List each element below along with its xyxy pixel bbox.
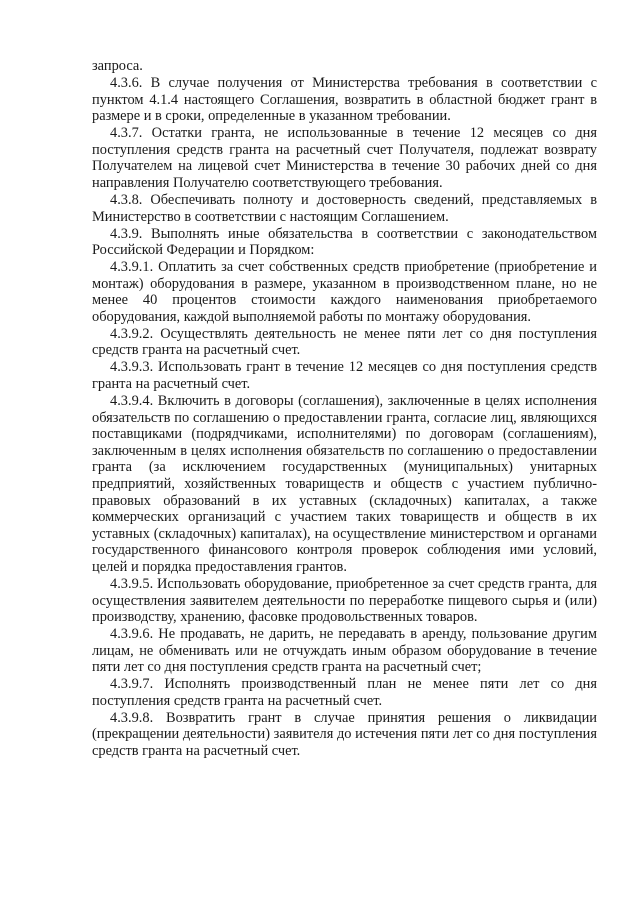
paragraph-4-3-9-5: 4.3.9.5. Использовать оборудование, приобретенное за счет средств гранта, для осуществления заявителем деятельности по переработке пищевого сырья и (или) производству, хранению, фасовке продовольственных товаров. [92,575,597,626]
paragraph-4-3-7: 4.3.7. Остатки гранта, не использованные в течение 12 месяцев со дня поступления средств гранта на расчетный счет Получателя, подлежат возврату Получателем на лицевой счет Министерства в течение 30 рабочих дней со дня направления Получателю соответствующего требования. [92,125,597,191]
paragraph-4-3-9-3: 4.3.9.3. Использовать грант в течение 12 месяцев со дня поступления средств гранта на расчетный счет. [92,359,597,393]
paragraph-4-3-9-6: 4.3.9.6. Не продавать, не дарить, не передавать в аренду, пользование другим лицам, не обменивать или не отчуждать иным образом оборудование в течение пяти лет со дня поступления средств гранта на расчетный счет; [92,626,597,676]
paragraph-4-3-9: 4.3.9. Выполнять иные обязательства в соответствии с законодательством Российской Федерации и Порядком: [92,225,597,259]
document-page [92,58,597,760]
paragraph-4-3-9-2: 4.3.9.2. Осуществлять деятельность не менее пяти лет со дня поступления средств гранта на расчетный счет. [92,325,597,359]
paragraph-continuation: запроса. [92,58,143,74]
paragraph-4-3-9-8: 4.3.9.8. Возвратить грант в случае принятия решения о ликвидации (прекращении деятельности) заявителя до истечения пяти лет со дня поступления средств гранта на расчетный счет. [92,709,597,760]
paragraph-4-3-6: 4.3.6. В случае получения от Министерства требования в соответствии с пунктом 4.1.4 настоящего Соглашения, возвратить в областной бюджет грант в размере и в сроки, определенные в указанном требовании. [92,74,597,125]
paragraph-4-3-9-4: 4.3.9.4. Включить в договоры (соглашения), заключенные в целях исполнения обязательств по соглашению о предоставлении гранта, согласие лиц, являющихся поставщиками (подрядчиками, исполнителями) по договорам (соглашениям), заключенным в целях исполнения обязательств по соглашению о предоставлении гранта (за исключением государственных (муниципальных) унитарных предприятий, хозяйственных товариществ и обществ с участием публично-правовых образований в их уставных (складочных) капиталах, а также коммерческих организаций с участием таких товариществ и обществ в их уставных (складочных) капиталах), на осуществление министерством и органами государственного финансового контроля проверок соблюдения ими условий, целей и порядка предоставления грантов. [92,393,597,575]
paragraph-4-3-8: 4.3.8. Обеспечивать полноту и достоверность сведений, представляемых в Министерство в соответствии с настоящим Соглашением. [92,191,597,225]
paragraph-4-3-9-7: 4.3.9.7. Исполнять производственный план не менее пяти лет со дня поступления средств гранта на расчетный счет. [92,676,597,709]
paragraph-4-3-9-1: 4.3.9.1. Оплатить за счет собственных средств приобретение (приобретение и монтаж) оборудования в размере, указанном в производственном плане, но не менее 40 процентов стоимости каждого наименования приобретаемого оборудования, каждой выполняемой работы по монтажу оборудования. [92,259,597,325]
